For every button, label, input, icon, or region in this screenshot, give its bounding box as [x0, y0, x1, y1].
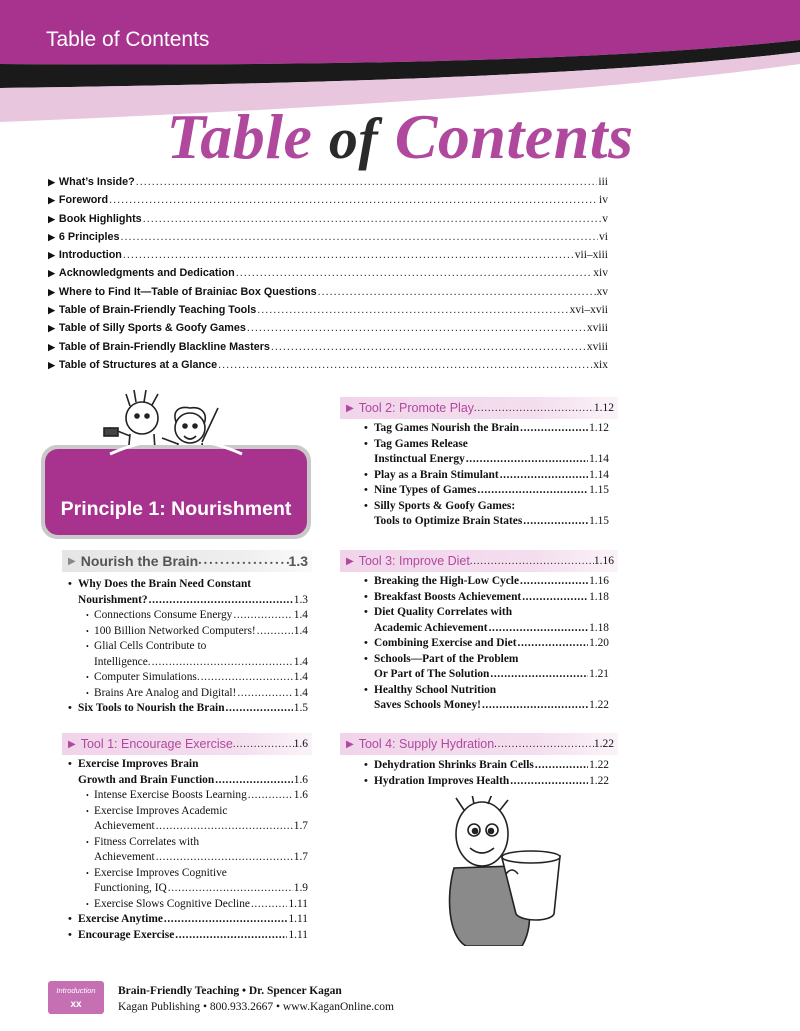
section-header-tool2[interactable]: ▶ Tool 2: Promote Play ..... 1.12: [340, 397, 618, 419]
triangle-bullet-icon: ▶: [48, 341, 55, 352]
toc-entry[interactable]: ▶ Table of Brain-Friendly Blackline Masters ..... xviii: [48, 341, 608, 359]
list-item[interactable]: Nourishment? ..... 1.3: [68, 593, 308, 609]
triangle-bullet-icon: ▶: [48, 213, 55, 224]
list-item[interactable]: • Healthy School Nutrition: [364, 683, 497, 696]
principle-banner-shape: [40, 444, 312, 540]
list-item[interactable]: • Exercise Slows Cognitive Decline ..... 1.11: [68, 897, 308, 913]
triangle-bullet-icon: ▶: [346, 402, 354, 414]
triangle-bullet-icon: ▶: [48, 305, 55, 316]
list-item[interactable]: • Tag Games Nourish the Brain ..... 1.12: [364, 421, 609, 437]
list-item[interactable]: • Breakfast Boosts Achievement ..... 1.18: [364, 590, 609, 606]
toc-entry[interactable]: ▶ Where to Find It—Table of Brainiac Box Questions ..... xv: [48, 286, 608, 304]
list-item[interactable]: • Exercise Anytime ..... 1.11: [68, 912, 308, 928]
list-item[interactable]: • Exercise Improves Academic: [86, 804, 228, 817]
list-item[interactable]: Growth and Brain Function ..... 1.6: [68, 773, 308, 789]
list-item[interactable]: • Tag Games Release: [364, 437, 468, 450]
list-item[interactable]: Functioning, IQ ..... 1.9: [68, 881, 308, 897]
main-toc-list: [48, 176, 608, 377]
list-item[interactable]: • Computer Simulations. ..... 1.4: [68, 670, 308, 686]
page-number-badge: Introduction xx: [48, 981, 104, 1014]
section-header-tool1[interactable]: ▶ Tool 1: Encourage Exercise ..... 1.6: [62, 733, 312, 755]
list-item[interactable]: • Diet Quality Correlates with: [364, 606, 513, 618]
triangle-bullet-icon: ▶: [346, 738, 354, 750]
list-item[interactable]: • Schools—Part of the Problem: [364, 652, 519, 665]
footer-credits: Brain-Friendly Teaching • Dr. Spencer Kagan Kagan Publishing • 800.933.2667 • www.KaganOnline.com: [118, 985, 394, 1013]
toc-entry[interactable]: ▶ Foreword ..... iv: [48, 194, 608, 212]
nourish-entries: [68, 577, 308, 717]
list-item[interactable]: • 100 Billion Networked Computers! ..... 1.4: [68, 624, 308, 640]
tool4-entries: [364, 758, 609, 789]
tool3-entries: [364, 574, 609, 714]
list-item[interactable]: • Fitness Correlates with: [86, 835, 200, 848]
toc-entry[interactable]: ▶ What’s Inside? ..... iii: [48, 176, 608, 194]
principle-title: Principle 1: Nourishment: [60, 498, 292, 520]
list-item[interactable]: • Connections Consume Energy ..... 1.4: [68, 608, 308, 624]
toc-entry[interactable]: ▶ Table of Silly Sports & Goofy Games ..... xviii: [48, 322, 608, 340]
toc-entry[interactable]: ▶ 6 Principles ..... vi: [48, 231, 608, 249]
list-item[interactable]: Instinctual Energy ..... 1.14: [364, 452, 609, 468]
list-item[interactable]: • Silly Sports & Goofy Games:: [364, 499, 516, 512]
list-item[interactable]: • Exercise Improves Brain: [68, 758, 199, 770]
section-tab-title: Table of Contents: [46, 28, 210, 51]
list-item[interactable]: Achievement ..... 1.7: [68, 850, 308, 866]
list-item[interactable]: Intelligence. ..... 1.4: [68, 655, 308, 671]
list-item[interactable]: • Encourage Exercise ..... 1.11: [68, 928, 308, 944]
list-item[interactable]: • Six Tools to Nourish the Brain ..... 1.5: [68, 701, 308, 717]
triangle-bullet-icon: ▶: [48, 359, 55, 370]
list-item[interactable]: Tools to Optimize Brain States ..... 1.15: [364, 514, 609, 530]
triangle-bullet-icon: ▶: [48, 195, 55, 206]
toc-entry[interactable]: ▶ Table of Brain-Friendly Teaching Tools ..... xvi–xvii: [48, 304, 608, 322]
toc-entry[interactable]: ▶ Book Highlights ..... v: [48, 213, 608, 231]
list-item[interactable]: • Combining Exercise and Diet ..... 1.20: [364, 636, 609, 652]
list-item[interactable]: • Breaking the High-Low Cycle ..... 1.16: [364, 574, 609, 590]
section-header-tool4[interactable]: ▶ Tool 4: Supply Hydration ..... 1.22: [340, 733, 618, 755]
list-item[interactable]: • Dehydration Shrinks Brain Cells ..... 1.22: [364, 758, 609, 774]
toc-entry[interactable]: ▶ Introduction ..... vii–xiii: [48, 249, 608, 267]
triangle-bullet-icon: ▶: [48, 286, 55, 297]
list-item[interactable]: • Brains Are Analog and Digital! ..... 1.4: [68, 686, 308, 702]
triangle-bullet-icon: ▶: [48, 250, 55, 261]
list-item[interactable]: Achievement ..... 1.7: [68, 819, 308, 835]
triangle-bullet-icon: ▶: [48, 268, 55, 279]
mascot-with-cup-illustration: [442, 796, 572, 946]
triangle-bullet-icon: ▶: [346, 555, 354, 567]
triangle-bullet-icon: ▶: [68, 738, 76, 750]
tool2-entries: [364, 421, 609, 530]
list-item[interactable]: • Play as a Brain Stimulant ..... 1.14: [364, 468, 609, 484]
list-item[interactable]: Academic Achievement ..... 1.18: [364, 621, 609, 637]
triangle-bullet-icon: ▶: [48, 231, 55, 242]
toc-entry[interactable]: ▶ Table of Structures at a Glance ..... xix: [48, 359, 608, 377]
toc-entry[interactable]: ▶ Acknowledgments and Dedication ..... xiv: [48, 267, 608, 285]
page-title: Table of Contents: [166, 101, 634, 172]
list-item[interactable]: Or Part of The Solution ..... 1.21: [364, 667, 609, 683]
principle-banner: [40, 444, 312, 540]
list-item[interactable]: • Nine Types of Games ..... 1.15: [364, 483, 609, 499]
section-header-nourish[interactable]: ▶ Nourish the Brain ..... 1.3: [62, 550, 312, 572]
triangle-bullet-icon: ▶: [48, 177, 55, 187]
list-item[interactable]: • Why Does the Brain Need Constant: [68, 578, 252, 590]
list-item[interactable]: • Intense Exercise Boosts Learning ..... 1.6: [68, 788, 308, 804]
section-header-tool3[interactable]: ▶ Tool 3: Improve Diet ..... 1.16: [340, 550, 618, 572]
list-item[interactable]: • Exercise Improves Cognitive: [86, 866, 227, 879]
list-item[interactable]: Saves Schools Money! ..... 1.22: [364, 698, 609, 714]
tool1-entries: [68, 757, 308, 943]
triangle-bullet-icon: ▶: [48, 323, 55, 334]
list-item[interactable]: • Hydration Improves Health ..... 1.22: [364, 774, 609, 790]
triangle-bullet-icon: ▶: [68, 555, 76, 567]
list-item[interactable]: • Glial Cells Contribute to: [86, 640, 207, 652]
